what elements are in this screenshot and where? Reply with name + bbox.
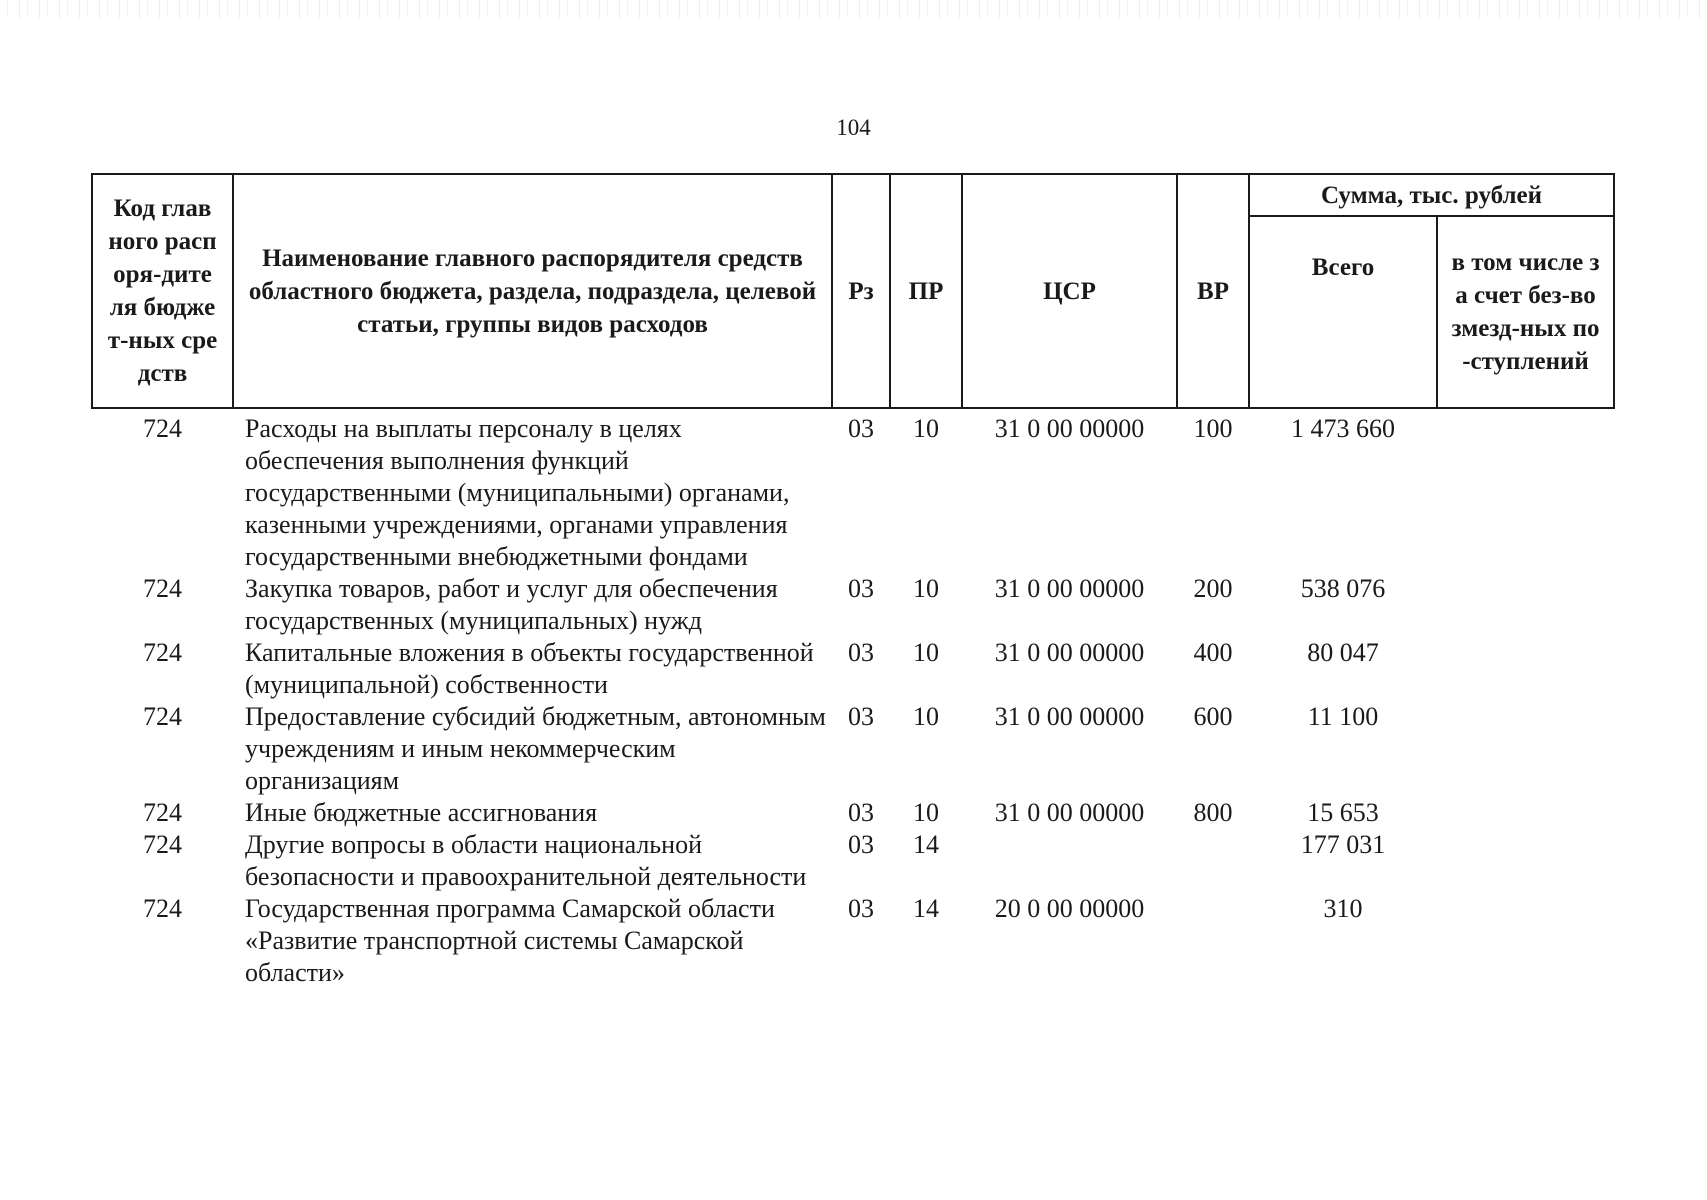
header-rz: Рз (832, 174, 890, 408)
table-header (92, 174, 1614, 408)
header-free-receipts-label: в том числе за счет без-возмезд-ных по-ступлений (1451, 249, 1600, 375)
table-row (92, 573, 1614, 637)
header-vr: ВР (1177, 174, 1249, 408)
cell-pr: 14 (913, 830, 939, 859)
cell-csr: 31 0 00 00000 (994, 638, 1145, 667)
cell-free (1437, 408, 1614, 573)
cell-csr: 31 0 00 00000 (994, 414, 1145, 443)
cell-code: 724 (143, 574, 182, 603)
cell-code: 724 (143, 798, 182, 827)
cell-vr: 800 (1193, 798, 1233, 827)
cell-rz: 03 (848, 638, 874, 667)
cell-total: 538 076 (1300, 574, 1386, 603)
cell-pr: 10 (913, 574, 939, 603)
table-body (92, 408, 1614, 989)
table-row (92, 637, 1614, 701)
cell-name: Закупка товаров, работ и услуг для обеспечения государственных (муниципальных) нужд (245, 574, 778, 635)
cell-free (1437, 573, 1614, 637)
header-free-receipts (1437, 216, 1614, 408)
table-row (92, 797, 1614, 829)
cell-csr: 31 0 00 00000 (994, 574, 1145, 603)
cell-csr: 20 0 00 00000 (994, 894, 1145, 923)
cell-name: Другие вопросы в области национальной безопасности и правоохранительной деятельности (245, 830, 807, 891)
cell-free (1437, 893, 1614, 989)
cell-vr: 200 (1193, 574, 1233, 603)
cell-vr (1177, 893, 1249, 989)
cell-total: 80 047 (1307, 638, 1379, 667)
cell-total: 1 473 660 (1291, 414, 1395, 443)
table-row (92, 829, 1614, 893)
cell-pr: 10 (913, 702, 939, 731)
header-code (92, 174, 233, 408)
table-row (92, 701, 1614, 797)
cell-total: 177 031 (1300, 830, 1386, 859)
cell-rz: 03 (848, 574, 874, 603)
page-number: 104 (836, 115, 871, 140)
cell-code: 724 (143, 414, 182, 443)
cell-pr: 14 (913, 894, 939, 923)
cell-code: 724 (143, 830, 182, 859)
cell-pr: 10 (913, 638, 939, 667)
cell-code: 724 (143, 702, 182, 731)
cell-vr: 400 (1193, 638, 1233, 667)
cell-code: 724 (143, 638, 182, 667)
cell-name: Расходы на выплаты персоналу в целях обеспечения выполнения функций государственными (муниципальными) органами, казенными учреждениями, органами управления государственными внебюджетными фондами (245, 414, 790, 571)
cell-total: 11 100 (1307, 702, 1379, 731)
cell-vr: 100 (1193, 414, 1233, 443)
cell-pr: 10 (913, 414, 939, 443)
cell-rz: 03 (848, 894, 874, 923)
cell-name: Государственная программа Самарской области «Развитие транспортной системы Самарской области» (245, 894, 775, 987)
cell-free (1437, 637, 1614, 701)
cell-pr: 10 (913, 798, 939, 827)
cell-name: Иные бюджетные ассигнования (245, 798, 598, 827)
cell-rz: 03 (848, 798, 874, 827)
header-sum: Сумма, тыс. рублей (1249, 174, 1614, 216)
cell-name: Предоставление субсидий бюджетным, автономным учреждениям и иным некоммерческим организациям (245, 702, 826, 795)
budget-table (91, 173, 1615, 989)
header-total: Всего (1249, 216, 1437, 408)
cell-vr: 600 (1193, 702, 1233, 731)
header-code-label: Код главного распоря-дителя бюджет-ных средств (107, 195, 218, 387)
header-csr: ЦСР (962, 174, 1177, 408)
header-pr: ПР (890, 174, 962, 408)
cell-total: 310 (1323, 894, 1363, 923)
cell-free (1437, 701, 1614, 797)
cell-csr: 31 0 00 00000 (994, 702, 1145, 731)
cell-csr (962, 829, 1177, 893)
cell-code: 724 (143, 894, 182, 923)
cell-free (1437, 829, 1614, 893)
scan-edge-artifact (0, 0, 1707, 18)
cell-csr: 31 0 00 00000 (994, 798, 1145, 827)
cell-vr (1177, 829, 1249, 893)
cell-rz: 03 (848, 830, 874, 859)
table-row (92, 893, 1614, 989)
cell-rz: 03 (848, 702, 874, 731)
budget-table-container (91, 173, 1613, 989)
header-name: Наименование главного распорядителя средств областного бюджета, раздела, подраздела, целевой статьи, группы видов расходов (233, 174, 832, 408)
cell-free (1437, 797, 1614, 829)
cell-name: Капитальные вложения в объекты государственной (муниципальной) собственности (245, 638, 814, 699)
table-row (92, 408, 1614, 573)
cell-rz: 03 (848, 414, 874, 443)
cell-total: 15 653 (1307, 798, 1379, 827)
